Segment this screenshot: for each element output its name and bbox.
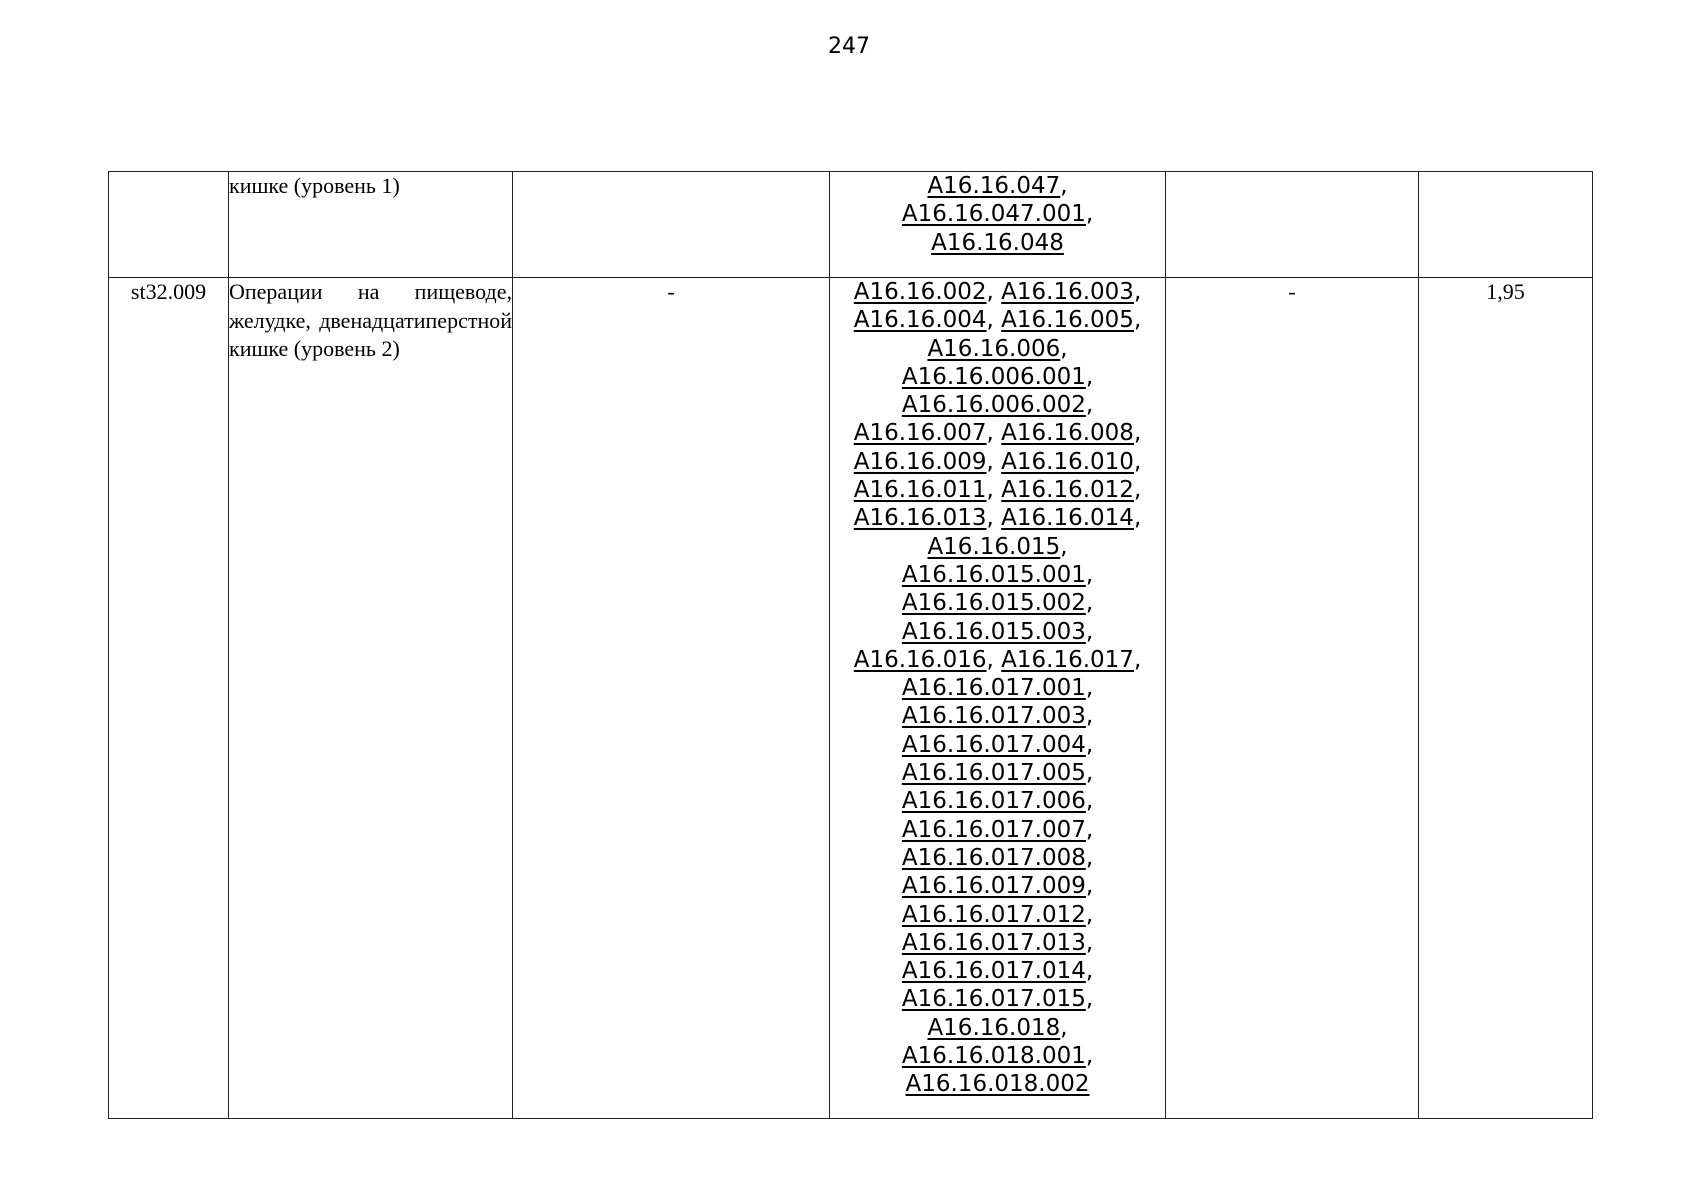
service-code-line: А16.16.017.003, xyxy=(901,703,1094,730)
service-code-line: А16.16.017.005, xyxy=(901,760,1094,787)
service-code-link[interactable]: А16.16.017.003 xyxy=(901,703,1086,730)
service-code-link[interactable]: А16.16.017.014 xyxy=(901,958,1086,985)
service-code-line: А16.16.017.008, xyxy=(901,844,1094,871)
ksg-name-cell: Операции на пищеводе, желудке, двенадцатиперстной кишке (уровень 2) xyxy=(229,278,513,1119)
service-code-link[interactable]: А16.16.004 xyxy=(853,307,987,334)
service-code-line: А16.16.006.002, xyxy=(901,392,1094,419)
service-code-link[interactable]: А16.16.013 xyxy=(853,505,987,532)
service-code-line: А16.16.004, А16.16.005, xyxy=(853,307,1142,334)
service-code-link[interactable]: А16.16.015.001 xyxy=(901,561,1086,588)
service-codes-cell xyxy=(830,278,1166,1119)
service-code-link[interactable]: А16.16.012 xyxy=(1001,477,1134,504)
service-code-link[interactable]: А16.16.047.001 xyxy=(901,201,1086,228)
service-code-line: А16.16.015, xyxy=(927,533,1068,560)
service-code-link[interactable]: А16.16.005 xyxy=(1001,307,1134,334)
service-code-line: А16.16.047.001, xyxy=(901,201,1094,228)
service-code-line: А16.16.015.001, xyxy=(901,561,1094,588)
service-code-link[interactable]: А16.16.008 xyxy=(1001,420,1134,447)
service-code-link[interactable]: А16.16.002 xyxy=(853,279,987,305)
service-code-link[interactable]: А16.16.017.009 xyxy=(901,873,1086,900)
ksg-code-cell xyxy=(109,172,229,278)
service-code-line xyxy=(830,229,1165,257)
service-code-link[interactable]: А16.16.011 xyxy=(853,477,987,504)
service-code-line: А16.16.015.003, xyxy=(901,618,1094,645)
service-code-link[interactable]: А16.16.016 xyxy=(853,646,987,673)
service-code-line: А16.16.002, А16.16.003, xyxy=(853,279,1142,305)
table-row xyxy=(109,172,1593,278)
mkb-code-cell: - xyxy=(513,278,830,1119)
service-code-line: А16.16.006.001, xyxy=(901,363,1094,390)
service-code-link[interactable]: А16.16.047 xyxy=(927,173,1061,199)
service-code-line: А16.16.017.001, xyxy=(901,675,1094,702)
service-code-link[interactable]: А16.16.017.008 xyxy=(901,844,1086,871)
other-criteria-cell xyxy=(1166,172,1419,278)
service-code-link[interactable]: А16.16.018 xyxy=(927,1014,1061,1041)
service-code-line: А16.16.047, xyxy=(927,173,1068,199)
service-code-link[interactable]: А16.16.009 xyxy=(853,448,987,475)
service-code-line: А16.16.018.001, xyxy=(901,1043,1094,1070)
tariff-table xyxy=(108,171,1593,1119)
service-code-link[interactable]: А16.16.017.006 xyxy=(901,788,1086,815)
coefficient-cell: 1,95 xyxy=(1419,278,1593,1119)
service-code-line: А16.16.017.004, xyxy=(901,731,1094,758)
service-code-link[interactable]: А16.16.015.002 xyxy=(901,590,1086,617)
service-code-line: А16.16.017.009, xyxy=(901,873,1094,900)
service-code-line: А16.16.018, xyxy=(927,1014,1068,1041)
service-code-line: А16.16.017.006, xyxy=(901,788,1094,815)
service-code-link[interactable]: А16.16.006 xyxy=(927,335,1061,362)
service-code-link[interactable]: А16.16.017.005 xyxy=(901,760,1086,787)
service-code-link[interactable]: А16.16.018.001 xyxy=(901,1043,1086,1070)
service-code-line: А16.16.017.013, xyxy=(901,929,1094,956)
service-code-link[interactable]: А16.16.017.013 xyxy=(901,929,1086,956)
service-code-line xyxy=(830,1070,1165,1098)
table-row xyxy=(109,278,1593,1119)
service-code-line: А16.16.015.002, xyxy=(901,590,1094,617)
service-code-link[interactable]: А16.16.048 xyxy=(931,229,1064,256)
page-number: 247 xyxy=(828,34,870,59)
service-code-link[interactable]: А16.16.017 xyxy=(1001,646,1134,673)
service-code-link[interactable]: А16.16.014 xyxy=(1001,505,1134,532)
service-code-line: А16.16.016, А16.16.017, xyxy=(853,646,1142,673)
ksg-name-cell: кишке (уровень 1) xyxy=(229,172,513,278)
service-code-link[interactable]: А16.16.015.003 xyxy=(901,618,1086,645)
service-code-link[interactable]: А16.16.003 xyxy=(1001,279,1134,305)
other-criteria-cell: - xyxy=(1166,278,1419,1119)
service-code-line: А16.16.017.014, xyxy=(901,958,1094,985)
service-code-line: А16.16.017.015, xyxy=(901,986,1094,1013)
service-code-line: А16.16.009, А16.16.010, xyxy=(853,448,1142,475)
service-code-line: А16.16.017.012, xyxy=(901,901,1094,928)
service-code-link[interactable]: А16.16.007 xyxy=(853,420,987,447)
service-code-link[interactable]: А16.16.006.002 xyxy=(901,392,1086,419)
service-code-link[interactable]: А16.16.017.001 xyxy=(901,675,1086,702)
service-code-link[interactable]: А16.16.010 xyxy=(1001,448,1134,475)
service-code-link[interactable]: А16.16.017.007 xyxy=(901,816,1086,843)
service-code-link[interactable]: А16.16.017.015 xyxy=(901,986,1086,1013)
service-code-link[interactable]: А16.16.017.004 xyxy=(901,731,1086,758)
service-code-line: А16.16.017.007, xyxy=(901,816,1094,843)
service-code-line: А16.16.007, А16.16.008, xyxy=(853,420,1142,447)
service-code-link[interactable]: А16.16.006.001 xyxy=(901,363,1086,390)
service-code-line: А16.16.013, А16.16.014, xyxy=(853,505,1142,532)
service-code-link[interactable]: А16.16.015 xyxy=(927,533,1061,560)
ksg-code-cell: st32.009 xyxy=(109,278,229,1119)
service-code-line: А16.16.006, xyxy=(927,335,1068,362)
coefficient-cell xyxy=(1419,172,1593,278)
mkb-code-cell xyxy=(513,172,830,278)
service-code-line: А16.16.011, А16.16.012, xyxy=(853,477,1142,504)
service-code-link[interactable]: А16.16.018.002 xyxy=(905,1071,1090,1098)
service-codes-cell xyxy=(830,172,1166,278)
service-code-link[interactable]: А16.16.017.012 xyxy=(901,901,1086,928)
